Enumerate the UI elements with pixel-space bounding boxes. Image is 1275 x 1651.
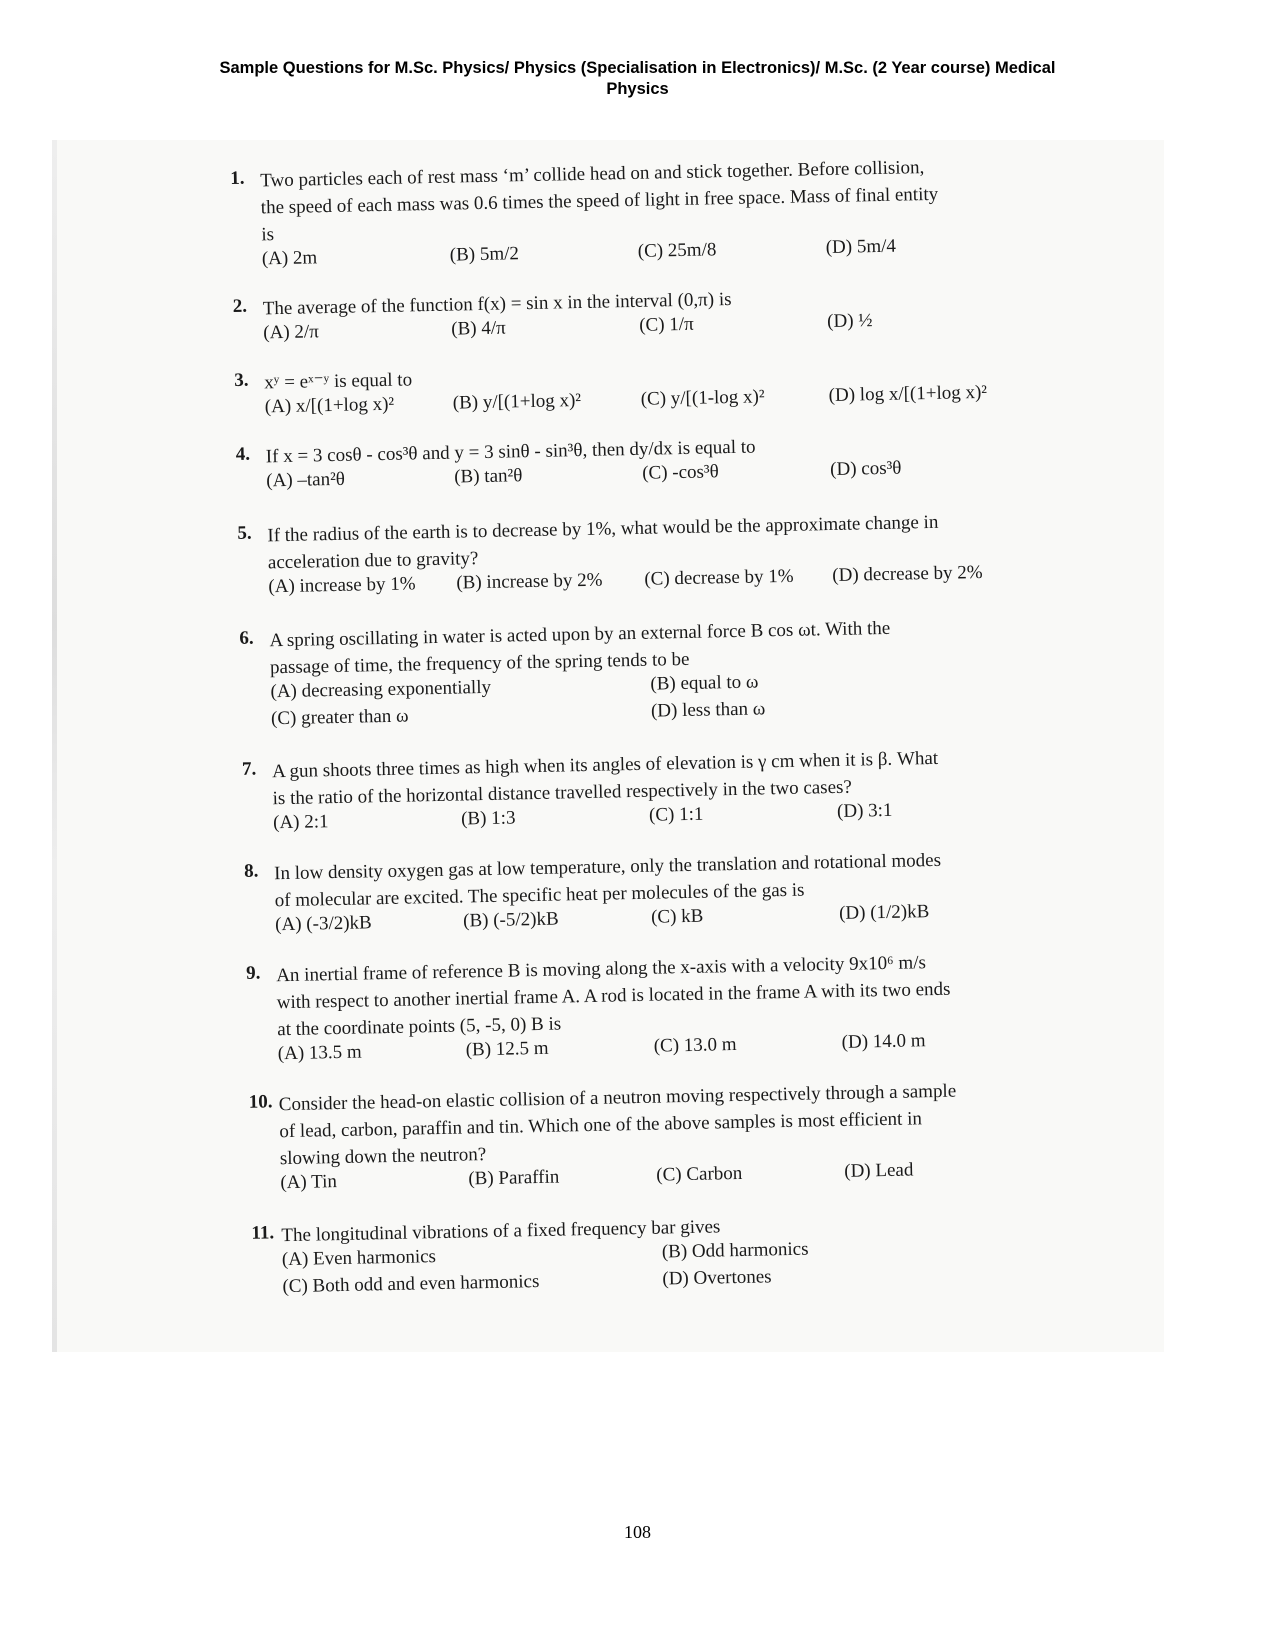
header-line-1: Sample Questions for M.Sc. Physics/ Physics (Specialisation in Electronics)/ M.Sc. (2 Year course) Medical <box>219 59 1056 77</box>
question-number: 2. <box>232 295 248 317</box>
question-text <box>279 1075 1070 1172</box>
question-line: passage of time, the frequency of the spring tends to be <box>269 648 690 679</box>
option-d: (D) cos³θ <box>829 457 902 481</box>
question-line: If x = 3 cosθ - cos³θ and y = 3 sinθ - sin³θ, then dy/dx is equal to <box>265 436 756 468</box>
question-8 <box>244 844 1065 941</box>
option-c: (C) y/[(1-log x)² <box>640 386 765 410</box>
option-b: (B) 5m/2 <box>449 243 520 266</box>
page-header <box>0 58 1275 100</box>
option-a: (A) decreasing exponentially <box>270 676 492 703</box>
option-d: (D) less than ω <box>650 698 766 722</box>
option-c: (C) greater than ω <box>270 705 409 730</box>
option-d: (D) 14.0 m <box>841 1030 926 1053</box>
question-text <box>276 946 1067 1043</box>
option-a: (A) –tan²θ <box>266 468 346 492</box>
question-line: acceleration due to gravity? <box>267 548 479 574</box>
question-line: An inertial frame of reference B is moving along the x-axis with a velocity 9x10⁶ m/s <box>276 952 927 987</box>
question-line: The average of the function f(x) = sin x in the interval (0,π) is <box>262 288 732 320</box>
option-a: (A) 2/π <box>263 321 320 344</box>
question-number: 6. <box>239 627 254 649</box>
question-number: 1. <box>230 167 245 189</box>
option-b: (B) 4/π <box>451 317 506 340</box>
question-number: 11. <box>251 1222 275 1244</box>
question-number: 7. <box>241 758 257 780</box>
option-b: (B) increase by 2% <box>456 569 603 594</box>
option-d: (D) log x/[(1+log x)² <box>828 381 988 407</box>
scan-edge-shadow <box>52 140 57 1352</box>
question-line: If the radius of the earth is to decrease by 1%, what would be the approximate change in <box>267 511 939 547</box>
option-b: (B) (-5/2)kB <box>462 908 559 932</box>
option-c: (C) Carbon <box>656 1162 743 1186</box>
option-c: (C) 13.0 m <box>653 1034 737 1057</box>
option-a: (A) 13.5 m <box>277 1041 362 1065</box>
question-line: is the ratio of the horizontal distance travelled respectively in the two cases? <box>272 776 853 810</box>
question-1 <box>230 152 1052 276</box>
option-d: (D) (1/2)kB <box>838 901 930 924</box>
question-6 <box>239 611 1061 735</box>
question-10 <box>249 1075 1071 1199</box>
option-a: (A) (-3/2)kB <box>274 912 372 936</box>
question-line: at the coordinate points (5, -5, 0) B is <box>277 1013 562 1041</box>
option-a: (A) x/[(1+log x)² <box>264 393 395 418</box>
question-line: with respect to another inertial frame A. A rod is located in the frame A with its two ends <box>276 978 951 1014</box>
question-9 <box>246 946 1068 1070</box>
question-line: is <box>261 224 275 246</box>
option-b: (B) tan²θ <box>454 465 523 488</box>
option-b: (B) Odd harmonics <box>661 1238 809 1263</box>
option-a: (A) 2:1 <box>272 811 329 834</box>
header-line-2: Physics <box>606 80 669 98</box>
question-line: the speed of each mass was 0.6 times the speed of light in free space. Mass of final entity <box>260 183 939 219</box>
option-b: (B) Paraffin <box>468 1166 560 1190</box>
question-line: A gun shoots three times as high when its angles of elevation is γ cm when it is β. What <box>271 747 939 783</box>
page-number: 108 <box>624 1522 651 1542</box>
question-line: of lead, carbon, paraffin and tin. Which one of the above samples is most efficient in <box>279 1108 923 1143</box>
option-c: (C) 1/π <box>639 313 694 336</box>
option-b: (B) 12.5 m <box>465 1037 549 1061</box>
option-c: (C) -cos³θ <box>641 461 719 484</box>
question-line: In low density oxygen gas at low temperature, only the translation and rotational modes <box>273 849 942 885</box>
question-7 <box>242 742 1063 839</box>
option-d: (D) Overtones <box>662 1266 772 1290</box>
option-d: (D) ½ <box>826 310 873 333</box>
question-line: of molecular are excited. The specific heat per molecules of the gas is <box>274 879 805 912</box>
option-d: (D) 3:1 <box>836 799 893 822</box>
option-b: (B) 1:3 <box>460 807 516 830</box>
option-d: (D) 5m/4 <box>825 235 897 259</box>
option-d: (D) Lead <box>844 1159 914 1182</box>
option-d: (D) decrease by 2% <box>832 561 983 586</box>
option-c: (C) kB <box>650 905 704 928</box>
option-b: (B) y/[(1+log x)² <box>452 390 582 414</box>
question-line: slowing down the neutron? <box>279 1144 487 1170</box>
question-number: 8. <box>243 860 259 882</box>
question-line: Consider the head-on elastic collision of a neutron moving respectively through a sample <box>278 1080 957 1116</box>
option-c: (C) 1:1 <box>648 803 704 826</box>
question-line: xʸ = eˣ⁻ʸ is equal to <box>264 369 413 394</box>
question-line: The longitudinal vibrations of a fixed frequency bar gives <box>281 1216 721 1247</box>
question-11 <box>251 1206 1072 1303</box>
option-c: (C) Both odd and even harmonics <box>282 1271 540 1298</box>
option-a: (A) Even harmonics <box>281 1246 437 1271</box>
option-a: (A) Tin <box>280 1171 338 1194</box>
question-number: 3. <box>234 369 249 391</box>
option-a: (A) 2m <box>261 247 318 270</box>
question-line: Two particles each of rest mass ‘m’ collide head on and stick together. Before collision, <box>260 157 925 192</box>
question-number: 10. <box>248 1091 273 1113</box>
question-text <box>260 152 1051 249</box>
question-5 <box>237 506 1058 603</box>
option-c: (C) 25m/8 <box>637 239 717 262</box>
option-c: (C) decrease by 1% <box>644 565 794 590</box>
question-line: A spring oscillating in water is acted upon by an external force B cos ωt. With the <box>269 617 891 652</box>
option-a: (A) increase by 1% <box>268 573 416 598</box>
option-b: (B) equal to ω <box>650 671 759 695</box>
question-number: 5. <box>237 522 252 544</box>
question-number: 4. <box>235 443 251 465</box>
question-number: 9. <box>245 962 261 984</box>
